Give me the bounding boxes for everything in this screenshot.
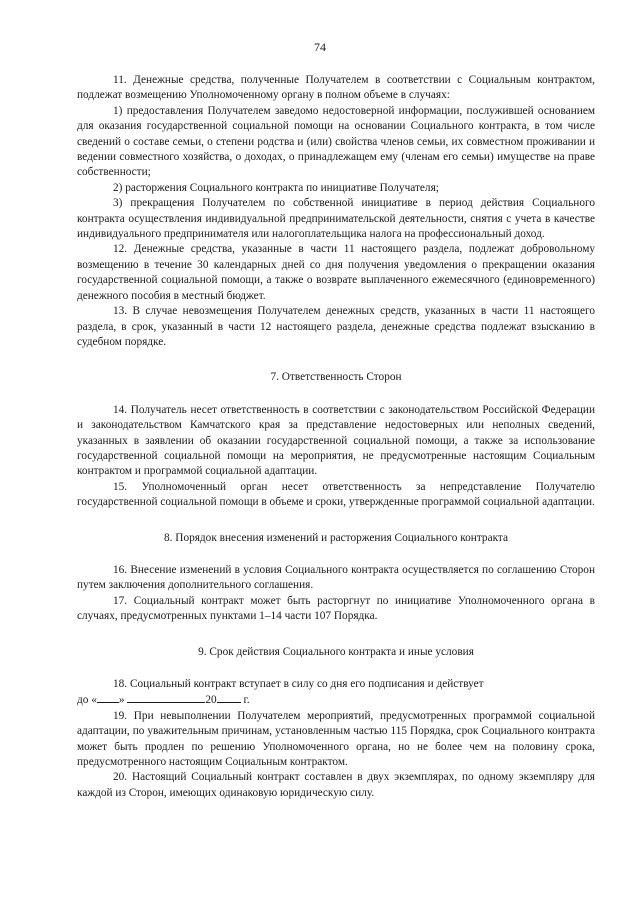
paragraph-19: 19. При невыполнении Получателем мероприятий, предусмотренных программой социальной адаптации, по уважительным причинам, установленным частью 115 Порядка, срок Социального контракта может быть продлен по решению Уполномоченного органа, но не более чем на половину срока, предусмотренного настоящим Социальным контрактом. [77,709,595,769]
section-heading-8: 8. Порядок внесения изменений и расторжения Социального контракта [163,531,509,544]
day-blank [97,692,119,703]
section-heading-9: 9. Срок действия Социального контракта и иные условия [198,645,474,658]
paragraph-12: 12. Денежные средства, указанные в части 11 настоящего раздела, подлежат добровольному возмещению в течение 30 календарных дней со дня получения уведомления о прекращении оказания государственной социальной помощи, а также о возврате выплаченного ежемесячного (единовременного) денежного пособия в местный бюджет. [77,243,595,302]
paragraph-11-item-1: 1) предоставления Получателем заведомо недостоверной информации, послужившей основанием для оказания государственной социальной помощи на основании Социального контракта, в том числе сведений о составе семьи, о степени родства и (или) свойства членов семьи, их совместном проживании и ведении совместного хозяйства, о доходах, о принадлежащем ему (членам его семьи) имуществе на праве собственности; [77,104,595,179]
paragraph-18-date-line [77,692,595,708]
section-heading-7: 7. Ответственность Сторон [270,371,402,384]
paragraph-18 [77,677,595,692]
date-quote-close: » [118,694,125,707]
paragraph-16: 16. Внесение изменений в условия Социального контракта осуществляется по соглашению Сторон путем заключения дополнительного соглашения. [77,563,595,592]
paragraph-11-item-2: 2) расторжения Социального контракта по инициативе Получателя; [113,181,439,194]
date-prefix: до « [77,694,97,707]
date-century: 20 [205,694,217,707]
page-number: 74 [314,40,326,54]
paragraph-14: 14. Получатель несет ответственность в соответствии с законодательством Российской Федерации и законодательством Камчатского края за представление недостоверных или неполных сведений, указанных в заявлении об оказании государственной социальной помощи, а также за использование государственной социальной помощи на мероприятия, не предусмотренные настоящим Социальным контрактом и программой социальной адаптации. [77,403,595,478]
document-body [77,73,595,801]
paragraph-11: 11. Денежные средства, полученные Получателем в соответствии с Социальным контрактом, подлежат возмещению Уполномоченному органу в полном объеме в случаях: [77,74,595,102]
paragraph-20: 20. Настоящий Социальный контракт составлен в двух экземплярах, по одному экземпляру для каждой из Сторон, имеющих одинаковую юридическую силу. [77,771,595,799]
month-blank [127,692,205,703]
paragraph-18-text: 18. Социальный контракт вступает в силу со дня его подписания и действует [113,678,484,690]
paragraph-13: 13. В случае невозмещения Получателем денежных средств, указанных в части 11 настоящего раздела, в срок, указанный в части 12 настоящего раздела, денежные средства подлежат взысканию в судебном порядке. [77,305,595,348]
paragraph-11-item-3: 3) прекращения Получателем по собственной инициативе в период действия Социального контракта осуществления индивидуальной предпринимательской деятельности, снятия с учета в качестве индивидуального предпринимателя или налогоплательщика налога на профессиональный доход. [77,197,595,241]
year-blank [217,692,241,703]
paragraph-15: 15. Уполномоченный орган несет ответственность за непредставление Получателю государственной социальной помощи в объеме и сроки, утвержденные программой социальной адаптации. [77,480,595,509]
paragraph-17: 17. Социальный контракт может быть расторгнут по инициативе Уполномоченного органа в случаях, предусмотренных пунктами 1–14 части 107 Порядка. [77,594,595,623]
date-suffix: г. [243,694,250,707]
